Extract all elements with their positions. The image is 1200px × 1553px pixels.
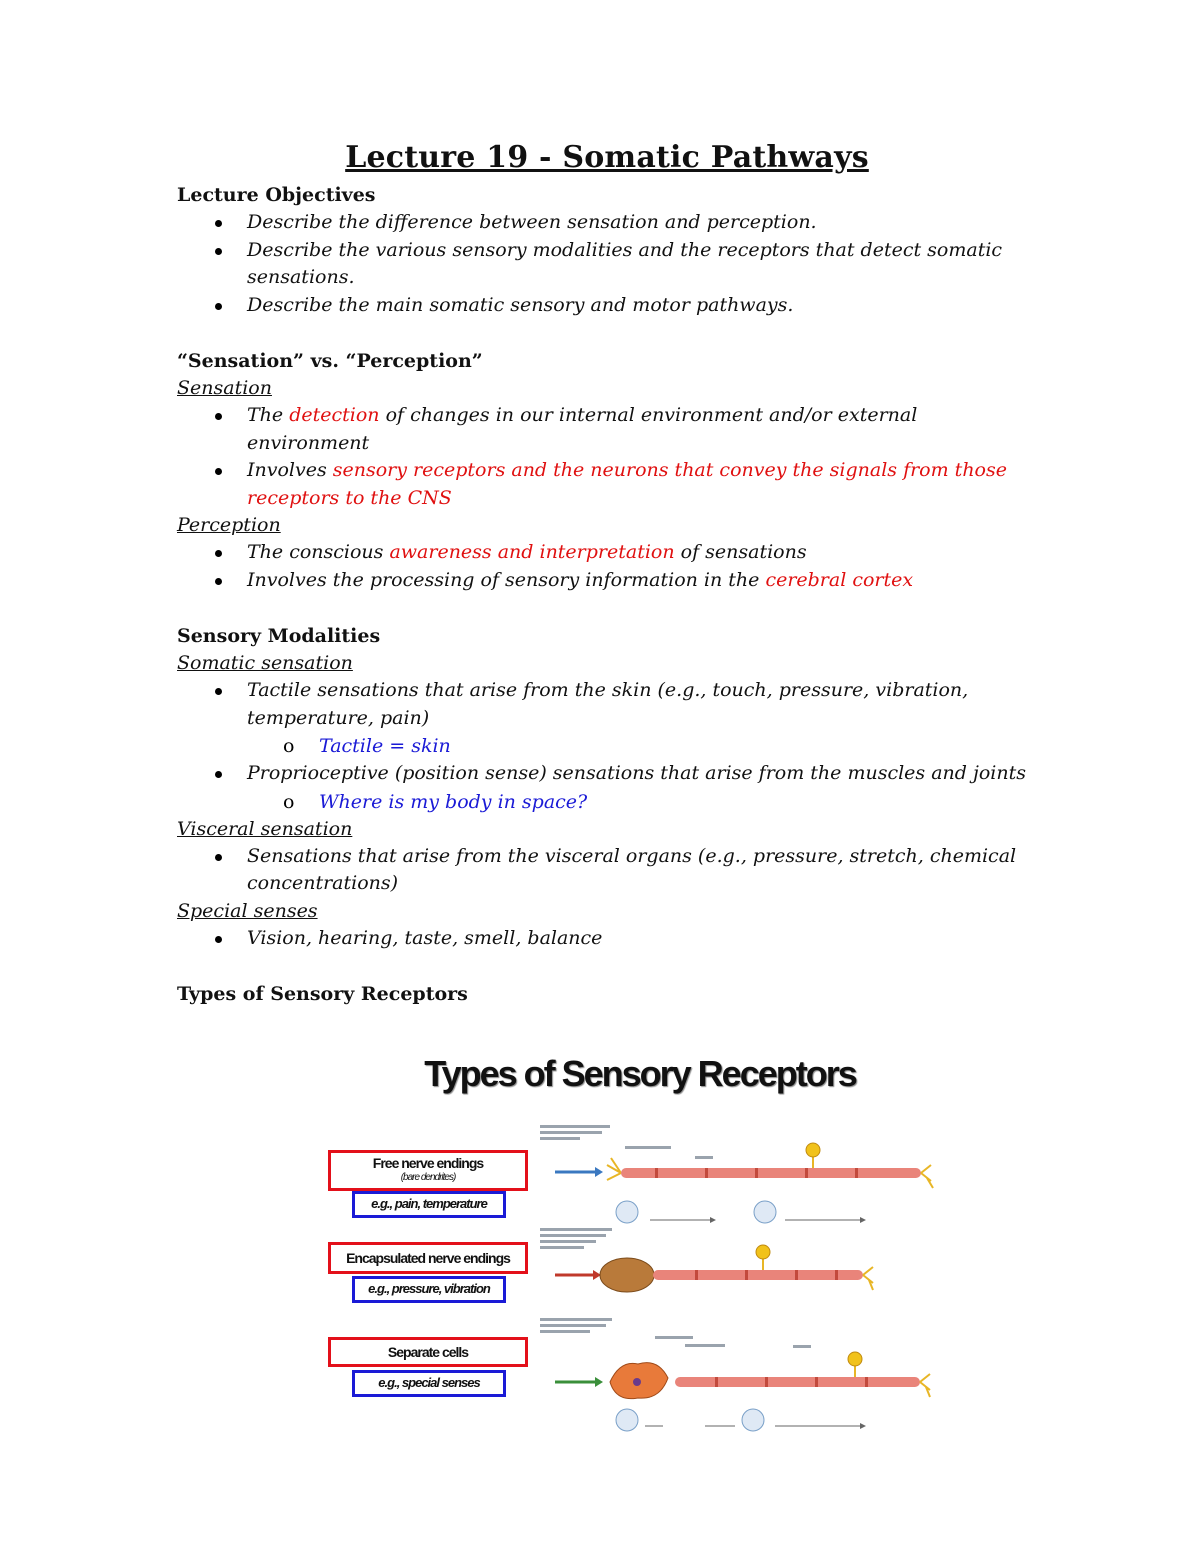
list-item: Describe the difference between sensation and perception. xyxy=(177,209,1037,237)
free-nerve-endings-label: Free nerve endings (bare dendrites) xyxy=(328,1150,528,1191)
sub-list-item: o Where is my body in space? xyxy=(247,788,1037,816)
list-item: Describe the various sensory modalities and the receptors that detect somatic sensations. xyxy=(177,237,1037,292)
emphasis-text: detection xyxy=(289,404,380,426)
objectives-list xyxy=(177,209,1037,319)
list-item: Sensations that arise from the visceral organs (e.g., pressure, stretch, chemical concentrations) xyxy=(177,843,1037,898)
document-page xyxy=(177,140,1037,1008)
list-item: Tactile sensations that arise from the skin (e.g., touch, pressure, vibration, temperature, pain) o Tactile = skin xyxy=(177,677,1037,760)
encapsulated-nerve-endings-label: Encapsulated nerve endings xyxy=(328,1242,528,1274)
sensation-label: Sensation xyxy=(177,377,272,399)
encapsulated-nerve-endings-diagram xyxy=(555,1245,873,1292)
list-item: Involves the processing of sensory information in the cerebral cortex xyxy=(177,567,1037,595)
list-item: The conscious awareness and interpretation of sensations xyxy=(177,539,1037,567)
objectives-heading: Lecture Objectives xyxy=(177,184,376,206)
sensation-vs-perception-heading: “Sensation” vs. “Perception” xyxy=(177,350,483,372)
sensory-receptors-figure xyxy=(320,1045,940,1445)
emphasis-text: cerebral cortex xyxy=(765,568,914,591)
list-item: Describe the main somatic sensory and motor pathways. xyxy=(177,292,1037,320)
sensory-modalities-heading: Sensory Modalities xyxy=(177,625,381,647)
list-item: Involves sensory receptors and the neurons that convey the signals from those receptors to the CNS xyxy=(177,457,1037,512)
sub-list xyxy=(247,788,1037,816)
sub-list xyxy=(247,732,1037,760)
emphasis-text: awareness and interpretation xyxy=(389,541,675,563)
separate-cells-label: Separate cells xyxy=(328,1337,528,1367)
sub-list-item: o Tactile = skin xyxy=(247,732,1037,760)
special-senses-label: Special senses xyxy=(177,899,318,922)
diagram-captions xyxy=(540,1125,811,1348)
separate-cells-diagram xyxy=(555,1352,930,1431)
list-item: The detection of changes in our internal environment and/or external environment xyxy=(177,402,1037,457)
receptor-diagram xyxy=(535,1120,935,1440)
encapsulated-example-label: e.g., pressure, vibration xyxy=(352,1276,506,1303)
sensation-list xyxy=(177,402,1037,512)
emphasis-text: sensory receptors and the neurons that convey the signals from those receptors to the CNS xyxy=(247,459,1007,509)
free-nerve-endings-diagram xyxy=(555,1143,933,1223)
somatic-sensation-label: Somatic sensation xyxy=(177,652,353,674)
visceral-list xyxy=(177,843,1037,898)
list-item: Proprioceptive (position sense) sensations that arise from the muscles and joints o Where is my body in space? xyxy=(177,760,1037,816)
free-nerve-example-label: e.g., pain, temperature xyxy=(352,1191,506,1218)
visceral-sensation-label: Visceral sensation xyxy=(177,817,353,840)
perception-label: Perception xyxy=(177,514,281,536)
figure-title: Types of Sensory Receptors xyxy=(424,1053,856,1094)
page-title: Lecture 19 - Somatic Pathways xyxy=(345,140,869,175)
special-list xyxy=(177,925,1037,953)
receptors-heading: Types of Sensory Receptors xyxy=(177,983,468,1005)
perception-list xyxy=(177,539,1037,594)
somatic-list xyxy=(177,677,1037,816)
list-item: Vision, hearing, taste, smell, balance xyxy=(177,925,1037,953)
separate-cells-example-label: e.g., special senses xyxy=(352,1370,506,1397)
